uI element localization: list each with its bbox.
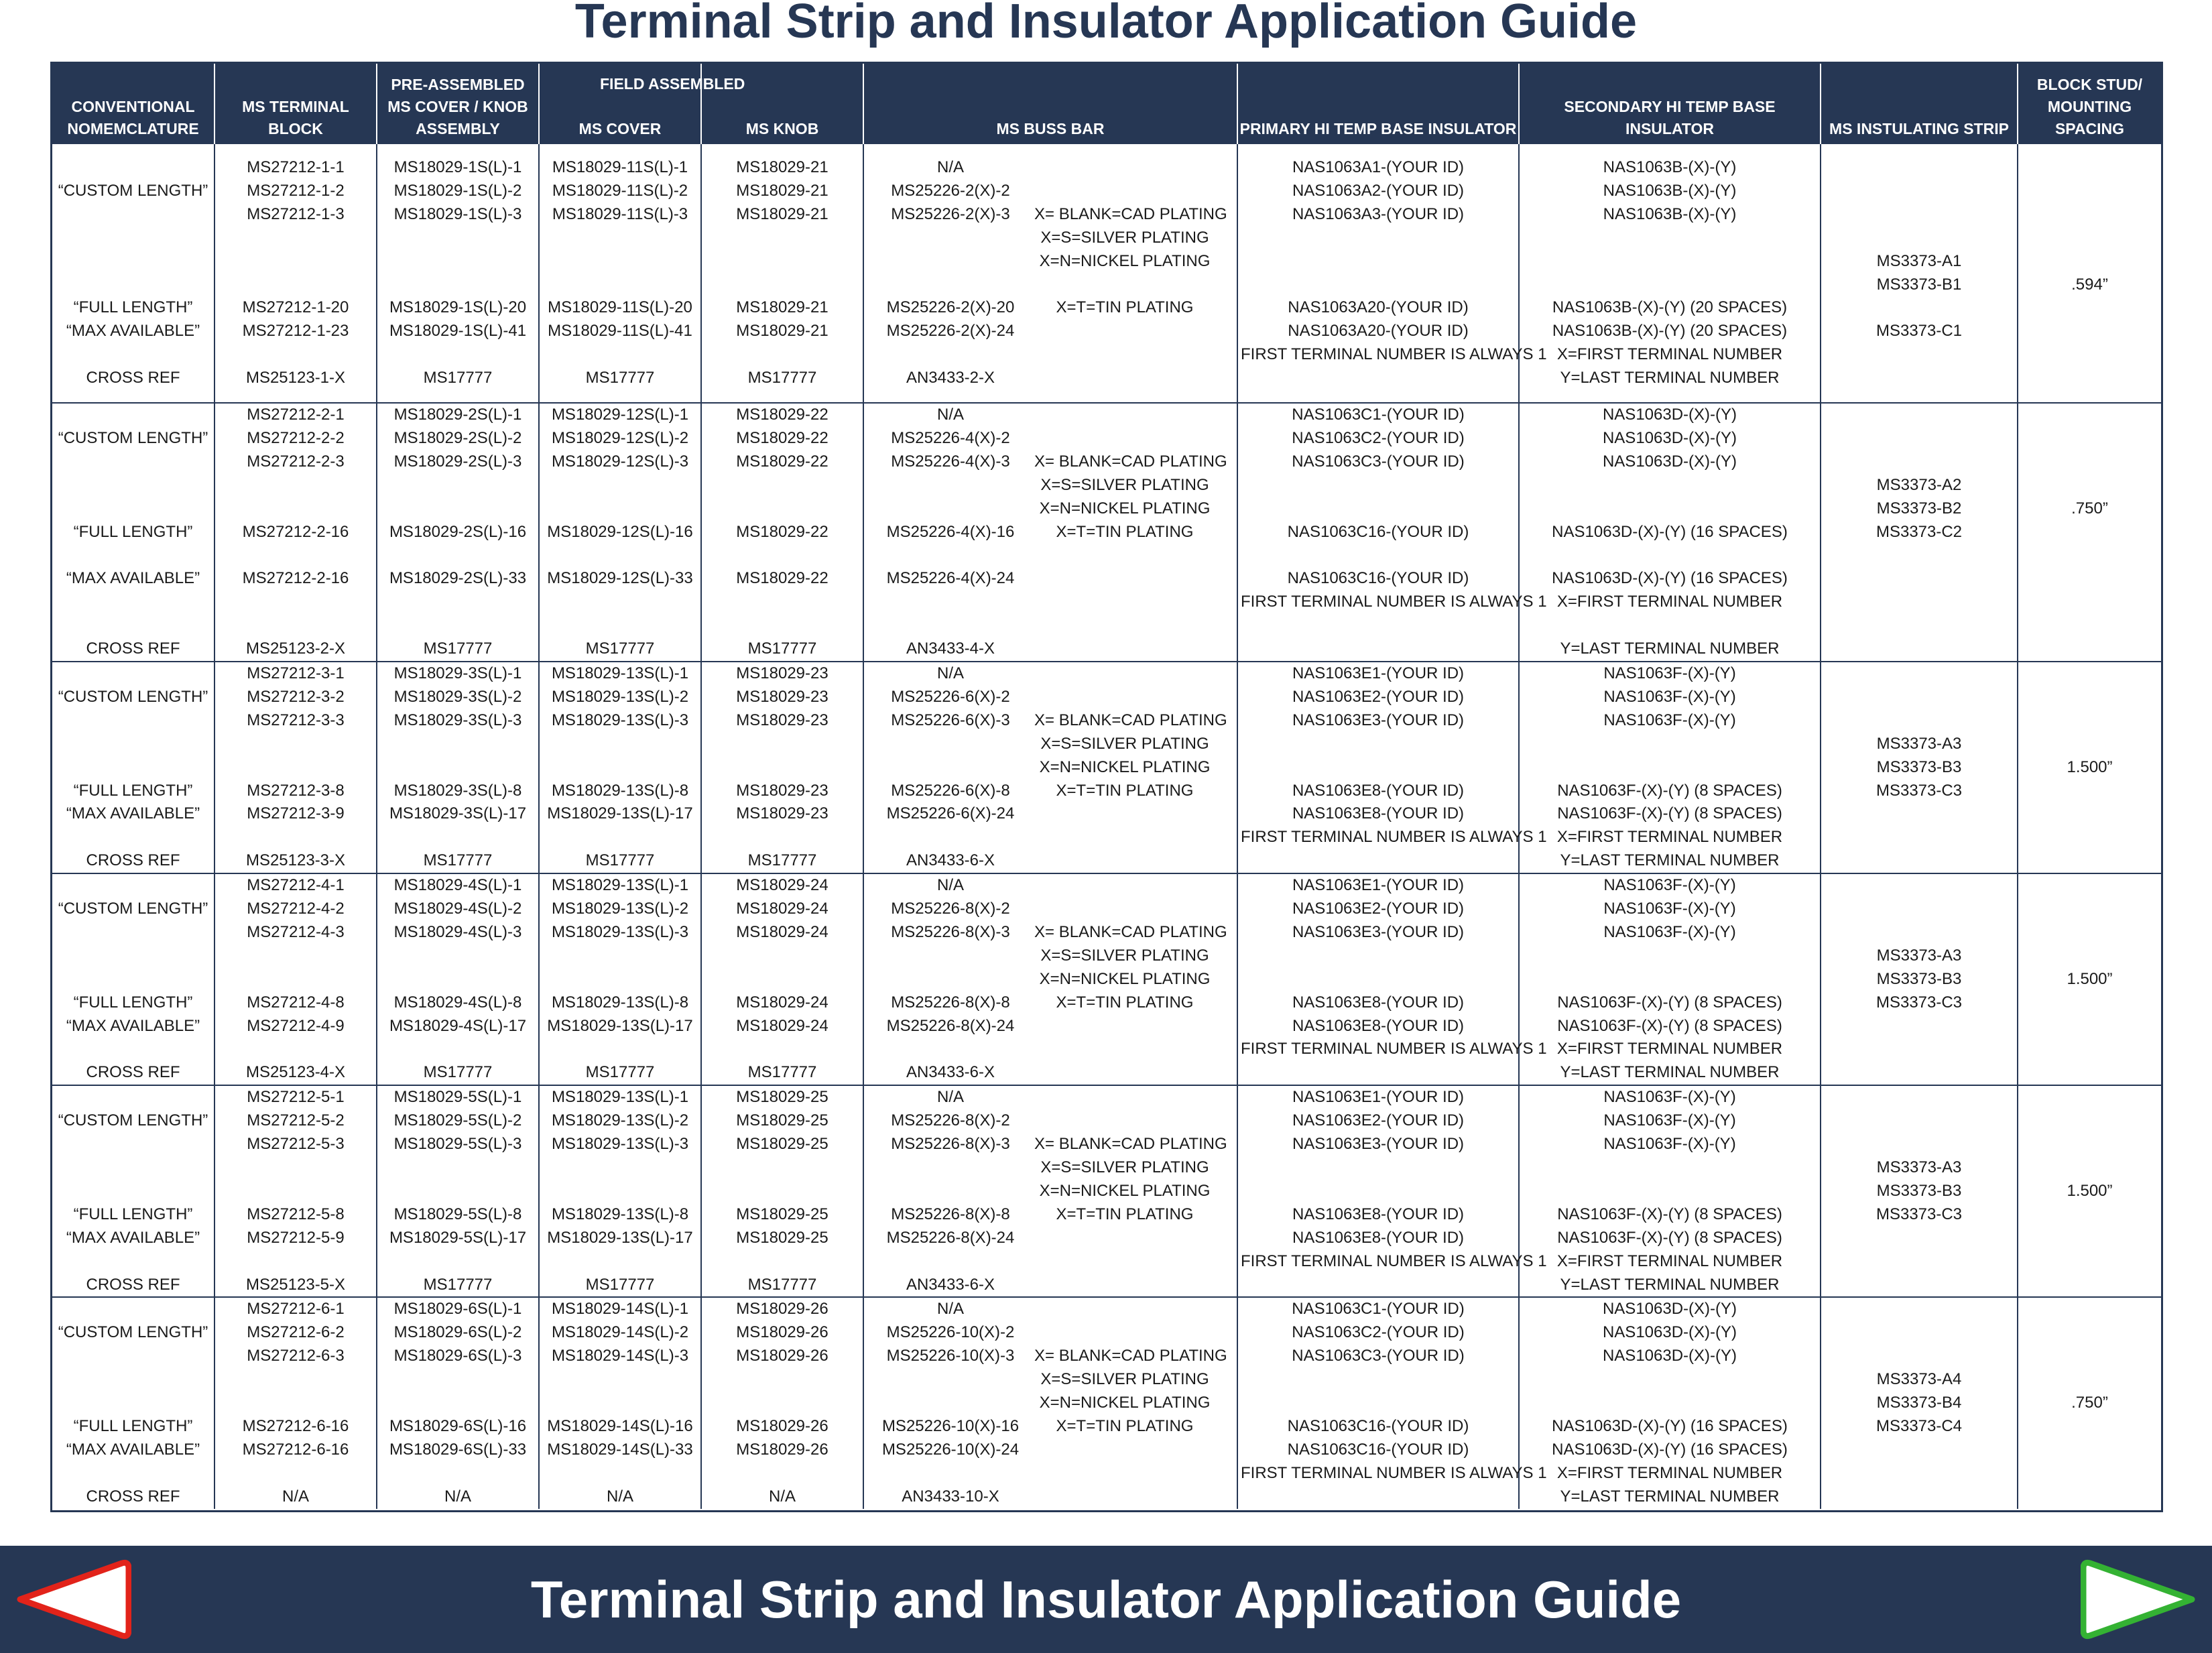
insulating-strip-cell: MS3373-A2 MS3373-B2 MS3373-C2 [1821, 403, 2018, 662]
insulating-strip-cell: MS3373-A3 MS3373-B3 MS3373-C3 [1821, 1085, 2018, 1297]
buss-bar-parts: N/A MS25226-8(X)-2 MS25226-8(X)-3 MS25226-8(X)-8 MS25226-8(X)-24 AN3433-6-X [886, 876, 1015, 1082]
spacing-cell: 1.500” [2018, 662, 2161, 873]
page-title: Terminal Strip and Insulator Application Guide [574, 0, 1638, 48]
primary-insulator-cell: NAS1063A1-(YOUR ID) NAS1063A2-(YOUR ID) NAS1063A3-(YOUR ID) NAS1063A20-(YOUR ID) NAS1063A20-(YOUR ID) FIRST TERMINAL NUMBER IS ALWAYS 1 [1237, 144, 1519, 403]
terminal-block-cell: MS27212-6-1 MS27212-6-2 MS27212-6-3 MS27212-6-16 MS27212-6-16 N/A [214, 1297, 377, 1508]
header-spacing: BLOCK STUD/ MOUNTING SPACING [2018, 64, 2161, 144]
secondary-insulator-cell: NAS1063B-(X)-(Y) NAS1063B-(X)-(Y) NAS1063B-(X)-(Y) NAS1063B-(X)-(Y) (20 SPACES) NAS1063B-(X)-(Y) (20 SPACES) X=FIRST TERMINAL NUMBER Y=LAST TERMINAL NUMBER [1519, 144, 1821, 403]
footer-title: Terminal Strip and Insulator Application Guide [530, 1570, 1682, 1629]
buss-bar-cell [863, 144, 1237, 403]
terminal-block-cell: MS27212-4-1 MS27212-4-2 MS27212-4-3 MS27212-4-8 MS27212-4-9 MS25123-4-X [214, 873, 377, 1085]
cover-cell: MS18029-14S(L)-1 MS18029-14S(L)-2 MS18029-14S(L)-3 MS18029-14S(L)-16 MS18029-14S(L)-33 N/A [539, 1297, 701, 1508]
next-page-button[interactable] [2081, 1558, 2201, 1641]
primary-insulator-cell: NAS1063E1-(YOUR ID) NAS1063E2-(YOUR ID) NAS1063E3-(YOUR ID) NAS1063E8-(YOUR ID) NAS1063E8-(YOUR ID) FIRST TERMINAL NUMBER IS ALWAYS 1 [1237, 1085, 1519, 1297]
secondary-insulator-cell: NAS1063D-(X)-(Y) NAS1063D-(X)-(Y) NAS1063D-(X)-(Y) NAS1063D-(X)-(Y) (16 SPACES) NAS1063D-(X)-(Y) (16 SPACES) X=FIRST TERMINAL NUMBER Y=LAST TERMINAL NUMBER [1519, 1297, 1821, 1508]
pre-assembled-cell: MS18029-4S(L)-1 MS18029-4S(L)-2 MS18029-4S(L)-3 MS18029-4S(L)-8 MS18029-4S(L)-17 MS17777 [377, 873, 539, 1085]
insulating-strip-cell: MS3373-A1 MS3373-B1 MS3373-C1 [1821, 144, 2018, 403]
knob-cell: MS18029-25 MS18029-25 MS18029-25 MS18029-25 MS18029-25 MS17777 [701, 1085, 863, 1297]
buss-bar-cell [863, 403, 1237, 662]
primary-insulator-cell: NAS1063E1-(YOUR ID) NAS1063E2-(YOUR ID) NAS1063E3-(YOUR ID) NAS1063E8-(YOUR ID) NAS1063E8-(YOUR ID) FIRST TERMINAL NUMBER IS ALWAYS 1 [1237, 662, 1519, 873]
application-guide-table [50, 62, 2163, 1512]
plating-notes: X= BLANK=CAD PLATING X=S=SILVER PLATING X=N=NICKEL PLATING X=T=TIN PLATING [1034, 922, 1227, 1012]
plating-notes: X= BLANK=CAD PLATING X=S=SILVER PLATING X=N=NICKEL PLATING X=T=TIN PLATING [1034, 204, 1227, 317]
terminal-block-cell: MS27212-1-1 MS27212-1-2 MS27212-1-3 MS27212-1-20 MS27212-1-23 MS25123-1-X [214, 144, 377, 403]
buss-bar-cell [863, 1085, 1237, 1297]
buss-bar-parts: N/A MS25226-6(X)-2 MS25226-6(X)-3 MS25226-6(X)-8 MS25226-6(X)-24 AN3433-6-X [886, 664, 1015, 870]
plating-notes: X= BLANK=CAD PLATING X=S=SILVER PLATING X=N=NICKEL PLATING X=T=TIN PLATING [1034, 1135, 1227, 1223]
terminal-block-cell: MS27212-3-1 MS27212-3-2 MS27212-3-3 MS27212-3-8 MS27212-3-9 MS25123-3-X [214, 662, 377, 873]
knob-cell: MS18029-23 MS18029-23 MS18029-23 MS18029-23 MS18029-23 MS17777 [701, 662, 863, 873]
spacing-cell: 1.500” [2018, 873, 2161, 1085]
insulating-strip-cell: MS3373-A3 MS3373-B3 MS3373-C3 [1821, 662, 2018, 873]
secondary-insulator-cell: NAS1063F-(X)-(Y) NAS1063F-(X)-(Y) NAS1063F-(X)-(Y) NAS1063F-(X)-(Y) (8 SPACES) NAS1063F-(X)-(Y) (8 SPACES) X=FIRST TERMINAL NUMBER Y=LAST TERMINAL NUMBER [1519, 1085, 1821, 1297]
nomenclature-cell: “CUSTOM LENGTH” “FULL LENGTH” “MAX AVAILABLE” CROSS REF [58, 687, 208, 870]
buss-bar-parts: N/A MS25226-2(X)-2 MS25226-2(X)-3 MS25226-2(X)-20 MS25226-2(X)-24 AN3433-2-X [886, 158, 1015, 387]
footer-bar [0, 1546, 2212, 1653]
nomenclature-cell: “CUSTOM LENGTH” “FULL LENGTH” “MAX AVAILABLE” CROSS REF [58, 900, 208, 1082]
plating-notes: X= BLANK=CAD PLATING X=S=SILVER PLATING X=N=NICKEL PLATING X=T=TIN PLATING [1034, 452, 1227, 541]
secondary-insulator-cell: NAS1063F-(X)-(Y) NAS1063F-(X)-(Y) NAS1063F-(X)-(Y) NAS1063F-(X)-(Y) (8 SPACES) NAS1063F-(X)-(Y) (8 SPACES) X=FIRST TERMINAL NUMBER Y=LAST TERMINAL NUMBER [1519, 873, 1821, 1085]
header-nomenclature: CONVENTIONAL NOMEMCLATURE [52, 64, 214, 144]
pre-assembled-cell: MS18029-3S(L)-1 MS18029-3S(L)-2 MS18029-3S(L)-3 MS18029-3S(L)-8 MS18029-3S(L)-17 MS17777 [377, 662, 539, 873]
cover-cell: MS18029-11S(L)-1 MS18029-11S(L)-2 MS18029-11S(L)-3 MS18029-11S(L)-20 MS18029-11S(L)-41 MS17777 [539, 144, 701, 403]
knob-cell: MS18029-22 MS18029-22 MS18029-22 MS18029-22 MS18029-22 MS17777 [701, 403, 863, 662]
header-primary-insulator: PRIMARY HI TEMP BASE INSULATOR [1237, 64, 1519, 144]
spacing-cell: .750” [2018, 1297, 2161, 1508]
header-knob: MS KNOB [701, 64, 863, 144]
plating-notes: X= BLANK=CAD PLATING X=S=SILVER PLATING X=N=NICKEL PLATING X=T=TIN PLATING [1034, 1347, 1227, 1435]
pre-assembled-cell: MS18029-5S(L)-1 MS18029-5S(L)-2 MS18029-5S(L)-3 MS18029-5S(L)-8 MS18029-5S(L)-17 MS17777 [377, 1085, 539, 1297]
header-cover: MS COVER [578, 120, 662, 137]
table-row [52, 1085, 2161, 1297]
nomenclature-cell: “CUSTOM LENGTH” “FULL LENGTH” “MAX AVAILABLE” CROSS REF [58, 1111, 208, 1294]
pre-assembled-cell: MS18029-2S(L)-1 MS18029-2S(L)-2 MS18029-2S(L)-3 MS18029-2S(L)-16 MS18029-2S(L)-33 MS17777 [377, 403, 539, 662]
cover-cell: MS18029-13S(L)-1 MS18029-13S(L)-2 MS18029-13S(L)-3 MS18029-13S(L)-8 MS18029-13S(L)-17 MS17777 [539, 1085, 701, 1297]
table-row [52, 662, 2161, 873]
cover-cell: MS18029-13S(L)-1 MS18029-13S(L)-2 MS18029-13S(L)-3 MS18029-13S(L)-8 MS18029-13S(L)-17 MS17777 [539, 662, 701, 873]
buss-bar-cell [863, 1297, 1237, 1508]
nomenclature-cell: “CUSTOM LENGTH” “FULL LENGTH” “MAX AVAILABLE” CROSS REF [58, 1323, 208, 1506]
table-header [52, 64, 2161, 144]
knob-cell: MS18029-26 MS18029-26 MS18029-26 MS18029-26 MS18029-26 N/A [701, 1297, 863, 1508]
nomenclature-cell: “CUSTOM LENGTH” “FULL LENGTH” “MAX AVAILABLE” CROSS REF [58, 428, 208, 658]
table-row [52, 873, 2161, 1085]
header-field-assembled: FIELD ASSEMBLED [600, 75, 745, 93]
header-terminal-block: MS TERMINAL BLOCK [214, 64, 377, 144]
terminal-block-cell: MS27212-2-1 MS27212-2-2 MS27212-2-3 MS27212-2-16 MS27212-2-16 MS25123-2-X [214, 403, 377, 662]
buss-bar-parts: N/A MS25226-4(X)-2 MS25226-4(X)-3 MS25226-4(X)-16 MS25226-4(X)-24 AN3433-4-X [886, 406, 1015, 658]
header-cover-cell [539, 64, 745, 144]
table-row [52, 144, 2161, 403]
knob-cell: MS18029-21 MS18029-21 MS18029-21 MS18029-21 MS18029-21 MS17777 [701, 144, 863, 403]
buss-bar-cell [863, 873, 1237, 1085]
header-pre-assembled: PRE-ASSEMBLED MS COVER / KNOB ASSEMBLY [377, 64, 539, 144]
spacing-cell: .750” [2018, 403, 2161, 662]
table-row [52, 403, 2161, 662]
nomenclature-cell: “CUSTOM LENGTH” “FULL LENGTH” “MAX AVAILABLE” CROSS REF [58, 181, 208, 387]
spacing-cell: .594” [2018, 144, 2161, 403]
buss-bar-parts: N/A MS25226-10(X)-2 MS25226-10(X)-3 MS25226-10(X)-16 MS25226-10(X)-24 AN3433-10-X [881, 1300, 1020, 1506]
secondary-insulator-cell: NAS1063D-(X)-(Y) NAS1063D-(X)-(Y) NAS1063D-(X)-(Y) NAS1063D-(X)-(Y) (16 SPACES) NAS1063D-(X)-(Y) (16 SPACES) X=FIRST TERMINAL NUMBER Y=LAST TERMINAL NUMBER [1519, 403, 1821, 662]
plating-notes: X= BLANK=CAD PLATING X=S=SILVER PLATING X=N=NICKEL PLATING X=T=TIN PLATING [1034, 711, 1227, 800]
table-row [52, 1297, 2161, 1508]
cover-cell: MS18029-13S(L)-1 MS18029-13S(L)-2 MS18029-13S(L)-3 MS18029-13S(L)-8 MS18029-13S(L)-17 MS17777 [539, 873, 701, 1085]
buss-bar-cell [863, 662, 1237, 873]
header-secondary-insulator: SECONDARY HI TEMP BASE INSULATOR [1519, 64, 1821, 144]
insulating-strip-cell: MS3373-A3 MS3373-B3 MS3373-C3 [1821, 873, 2018, 1085]
cover-cell: MS18029-12S(L)-1 MS18029-12S(L)-2 MS18029-12S(L)-3 MS18029-12S(L)-16 MS18029-12S(L)-33 MS17777 [539, 403, 701, 662]
right-triangle-arrow-icon [2081, 1558, 2201, 1641]
pre-assembled-cell: MS18029-6S(L)-1 MS18029-6S(L)-2 MS18029-6S(L)-3 MS18029-6S(L)-16 MS18029-6S(L)-33 N/A [377, 1297, 539, 1508]
header-insulating-strip: MS INSTULATING STRIP [1821, 64, 2018, 144]
header-buss-bar: MS BUSS BAR [863, 64, 1237, 144]
knob-cell: MS18029-24 MS18029-24 MS18029-24 MS18029-24 MS18029-24 MS17777 [701, 873, 863, 1085]
pre-assembled-cell: MS18029-1S(L)-1 MS18029-1S(L)-2 MS18029-1S(L)-3 MS18029-1S(L)-20 MS18029-1S(L)-41 MS17777 [377, 144, 539, 403]
secondary-insulator-cell: NAS1063F-(X)-(Y) NAS1063F-(X)-(Y) NAS1063F-(X)-(Y) NAS1063F-(X)-(Y) (8 SPACES) NAS1063F-(X)-(Y) (8 SPACES) X=FIRST TERMINAL NUMBER Y=LAST TERMINAL NUMBER [1519, 662, 1821, 873]
primary-insulator-cell: NAS1063E1-(YOUR ID) NAS1063E2-(YOUR ID) NAS1063E3-(YOUR ID) NAS1063E8-(YOUR ID) NAS1063E8-(YOUR ID) FIRST TERMINAL NUMBER IS ALWAYS 1 [1237, 873, 1519, 1085]
primary-insulator-cell: NAS1063C1-(YOUR ID) NAS1063C2-(YOUR ID) NAS1063C3-(YOUR ID) NAS1063C16-(YOUR ID) NAS1063C16-(YOUR ID) FIRST TERMINAL NUMBER IS ALWAYS 1 [1237, 403, 1519, 662]
insulating-strip-cell: MS3373-A4 MS3373-B4 MS3373-C4 [1821, 1297, 2018, 1508]
spacing-cell: 1.500” [2018, 1085, 2161, 1297]
primary-insulator-cell: NAS1063C1-(YOUR ID) NAS1063C2-(YOUR ID) NAS1063C3-(YOUR ID) NAS1063C16-(YOUR ID) NAS1063C16-(YOUR ID) FIRST TERMINAL NUMBER IS ALWAYS 1 [1237, 1297, 1519, 1508]
terminal-block-cell: MS27212-5-1 MS27212-5-2 MS27212-5-3 MS27212-5-8 MS27212-5-9 MS25123-5-X [214, 1085, 377, 1297]
buss-bar-parts: N/A MS25226-8(X)-2 MS25226-8(X)-3 MS25226-8(X)-8 MS25226-8(X)-24 AN3433-6-X [886, 1088, 1015, 1294]
